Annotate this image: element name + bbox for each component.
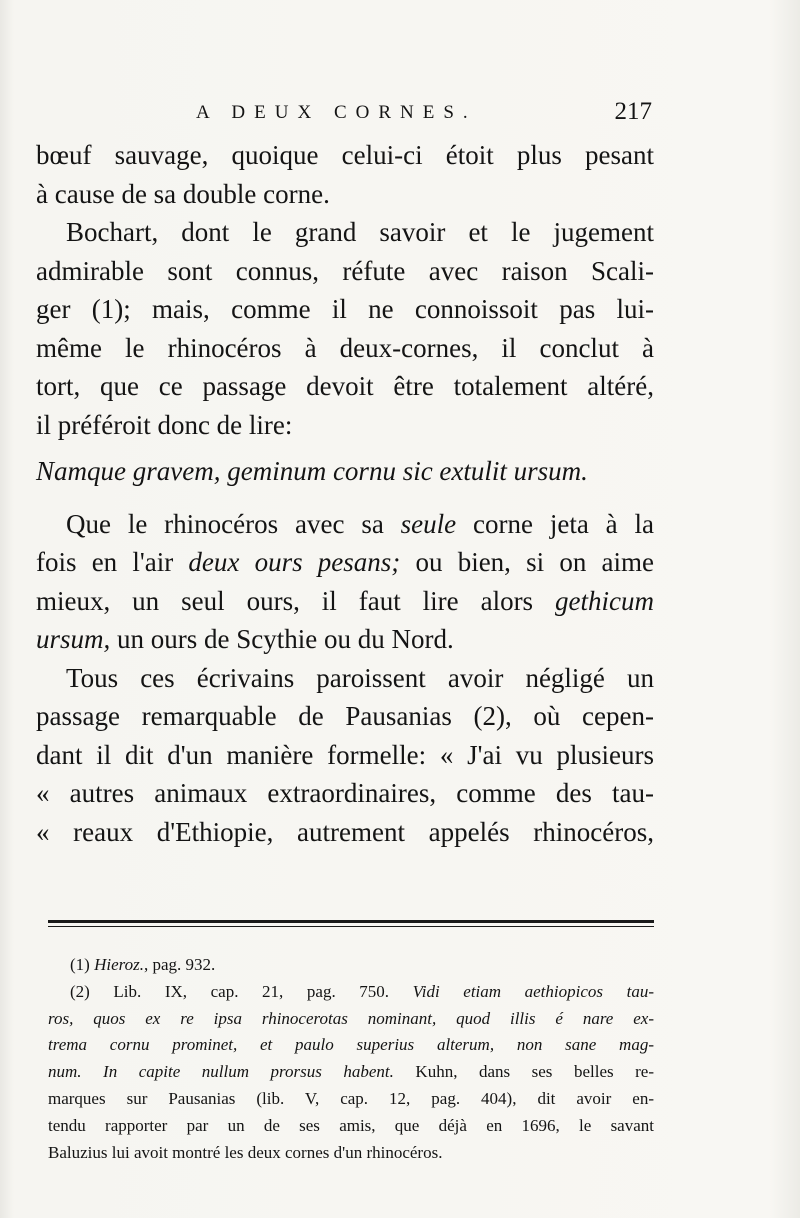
paragraph-2	[36, 213, 654, 444]
running-title: A DEUX CORNES.	[196, 102, 477, 123]
footnote-2-line: Baluzius lui avoit montré les deux cornes d'un rhinocéros.	[48, 1142, 443, 1162]
footnote-2-line: tendu rapporter par un de ses amis, que déjà en 1696, le savant	[48, 1115, 654, 1135]
text-line: Bochart, dont le grand savoir et le jugement	[66, 217, 654, 247]
text-segment: mieux, un seul ours, il faut lire alors	[36, 585, 556, 616]
latin-verse-quote: Namque gravem, geminum cornu sic extulit ursum.	[36, 456, 588, 486]
page-header	[36, 98, 652, 134]
text-segment: un ours de Scythie ou du Nord.	[110, 624, 454, 654]
text-line: dant il dit d'un manière formelle: « J'ai vu plusieurs	[36, 739, 654, 770]
italic-segment: num. In capite nullum prorsus habent.	[48, 1062, 394, 1082]
paragraph-4	[36, 659, 654, 852]
text-line: admirable sont connus, réfute avec raison Scali-	[36, 255, 654, 286]
text-line: passage remarquable de Pausanias (2), où cepen-	[36, 701, 654, 731]
text-line: Tous ces écrivains paroissent avoir négligé un	[66, 662, 654, 693]
footnote-rule-thin	[48, 926, 654, 927]
italic-segment: Vidi etiam aethiopicos tau-	[412, 981, 654, 1001]
text-line	[36, 582, 654, 621]
text-line	[36, 543, 654, 582]
footnote-1	[48, 952, 654, 979]
italic-segment: seule	[400, 508, 457, 539]
text-segment: Kuhn, dans ses belles re-	[393, 1062, 654, 1082]
main-text	[36, 136, 654, 851]
text-segment: fois en l'air	[36, 547, 189, 577]
text-line: tort, que ce passage devoit être totalement altéré,	[36, 371, 654, 401]
text-line: « reaux d'Ethiopie, autrement appelés rhinocéros,	[36, 816, 654, 847]
text-line	[36, 505, 654, 544]
page-number: 217	[614, 98, 652, 125]
text-segment: (2) Lib. IX, cap. 21, pag. 750.	[70, 981, 413, 1001]
italic-segment: Hieroz.	[94, 955, 144, 974]
paragraph-1	[36, 136, 654, 213]
italic-segment: gethicum	[555, 585, 654, 616]
footnote-rule	[48, 920, 654, 923]
paragraph-3	[36, 505, 654, 659]
text-line: il préféroit donc de lire:	[36, 409, 293, 440]
text-line: bœuf sauvage, quoique celui-ci étoit plus pesant	[36, 140, 654, 170]
text-line: même le rhinocéros à deux-cornes, il conclut à	[36, 332, 654, 363]
text-line	[36, 620, 654, 659]
text-line: à cause de sa double corne.	[36, 178, 330, 209]
italic-segment: ursum,	[36, 624, 111, 654]
text-segment: Que le rhinocéros avec sa	[66, 508, 401, 539]
text-segment: (1)	[70, 955, 95, 974]
text-segment: , pag. 932.	[143, 955, 216, 974]
text-segment: corne jeta à la	[456, 508, 654, 539]
text-segment: ou bien, si on aime	[400, 547, 654, 577]
footnotes	[48, 952, 654, 1166]
footnote-2-line: ros, quos ex re ipsa rhinocerotas nominant, quod illis é nare ex-	[48, 1008, 654, 1028]
footnote-2-line	[48, 979, 654, 1006]
text-line: « autres animaux extraordinaires, comme des tau-	[36, 778, 654, 808]
footnote-2-line	[48, 1059, 654, 1086]
footnote-2-line: marques sur Pausanias (lib. V, cap. 12, pag. 404), dit avoir en-	[48, 1088, 654, 1108]
text-line: ger (1); mais, comme il ne connoissoit pas lui-	[36, 294, 654, 324]
footnote-2-line: trema cornu prominet, et paulo superius alterum, non sane mag-	[48, 1035, 654, 1055]
italic-segment: deux ours pesans;	[188, 547, 401, 577]
